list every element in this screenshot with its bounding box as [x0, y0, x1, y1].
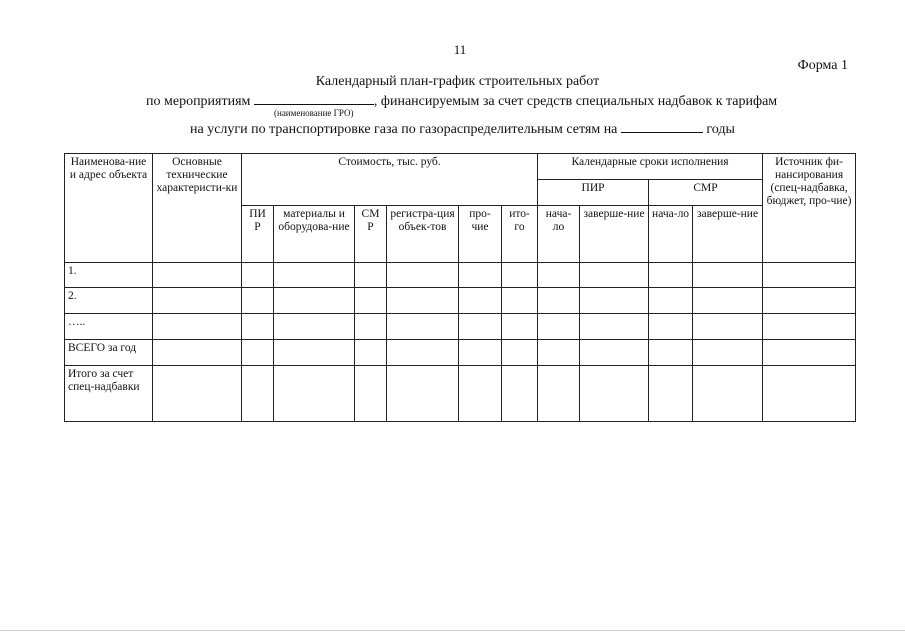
line3-suffix: годы [706, 122, 735, 137]
table-cell[interactable] [763, 263, 856, 288]
header-pir-group: ПИР [538, 180, 649, 206]
table-cell[interactable] [242, 340, 274, 366]
table-cell[interactable] [502, 263, 538, 288]
header-funding-source: Источник фи-нансирования (спец-надбавка, бюджет, про-чие) [763, 154, 856, 263]
header-smr-end: заверше-ние [693, 206, 763, 263]
scan-edge-line [0, 630, 905, 631]
table-cell[interactable] [355, 366, 387, 422]
header-registration: регистра-ция объек-тов [387, 206, 459, 263]
table-cell[interactable] [649, 340, 693, 366]
table-cell[interactable] [502, 288, 538, 314]
table-cell[interactable] [153, 288, 242, 314]
table-cell[interactable] [580, 314, 649, 340]
header-cost: Стоимость, тыс. руб. [242, 154, 538, 206]
table-cell[interactable] [153, 366, 242, 422]
table-cell[interactable] [580, 340, 649, 366]
table-cell[interactable] [763, 314, 856, 340]
table-cell[interactable] [153, 314, 242, 340]
header-materials: материалы и оборудова-ние [274, 206, 355, 263]
table-cell[interactable] [763, 288, 856, 314]
table-cell[interactable] [459, 263, 502, 288]
subtitle-line-2 [146, 92, 777, 110]
line3-prefix: на услуги по транспортировке газа по газораспределительным сетям на [190, 122, 618, 137]
table-cell[interactable] [242, 366, 274, 422]
table-cell[interactable] [153, 340, 242, 366]
table-row [65, 340, 856, 366]
row-label: ВСЕГО за год [65, 340, 153, 366]
header-schedule: Календарные сроки исполнения [538, 154, 763, 180]
subtitle-line-3 [190, 120, 735, 138]
table-cell[interactable] [153, 263, 242, 288]
table-row [65, 314, 856, 340]
form-label: Форма 1 [797, 58, 848, 73]
header-other: про-чие [459, 206, 502, 263]
table-cell[interactable] [387, 314, 459, 340]
table-cell[interactable] [355, 340, 387, 366]
table-cell[interactable] [763, 366, 856, 422]
gro-name-note: (наименование ГРО) [274, 108, 354, 118]
table-cell[interactable] [274, 263, 355, 288]
table-cell[interactable] [693, 288, 763, 314]
table-cell[interactable] [693, 366, 763, 422]
table-row [65, 366, 856, 422]
table-cell[interactable] [242, 263, 274, 288]
table-cell[interactable] [649, 288, 693, 314]
table-cell[interactable] [459, 314, 502, 340]
header-smr: СМ Р [355, 206, 387, 263]
table-cell[interactable] [355, 288, 387, 314]
page-number: 11 [453, 42, 467, 57]
header-total: ито-го [502, 206, 538, 263]
header-tech-characteristics: Основные технические характеристи-ки [153, 154, 242, 263]
table-cell[interactable] [538, 366, 580, 422]
table-cell[interactable] [502, 366, 538, 422]
table-row [65, 288, 856, 314]
table-cell[interactable] [693, 340, 763, 366]
table-row [65, 263, 856, 288]
table-cell[interactable] [387, 263, 459, 288]
table-cell[interactable] [459, 288, 502, 314]
line2-prefix: по мероприятиям [146, 94, 251, 109]
table-cell[interactable] [763, 340, 856, 366]
table-cell[interactable] [538, 288, 580, 314]
table-cell[interactable] [538, 263, 580, 288]
table-cell[interactable] [538, 314, 580, 340]
row-label: 1. [65, 263, 153, 288]
schedule-table [64, 153, 856, 422]
table-cell[interactable] [274, 366, 355, 422]
table-cell[interactable] [502, 314, 538, 340]
table-cell[interactable] [580, 288, 649, 314]
table-cell[interactable] [649, 263, 693, 288]
table-cell[interactable] [387, 288, 459, 314]
table-cell[interactable] [459, 340, 502, 366]
table-cell[interactable] [242, 288, 274, 314]
header-smr-group: СМР [649, 180, 763, 206]
table-cell[interactable] [387, 340, 459, 366]
table-cell[interactable] [693, 314, 763, 340]
row-label: 2. [65, 288, 153, 314]
row-label: ….. [65, 314, 153, 340]
document-title: Календарный план-график строительных работ [315, 74, 600, 89]
table-cell[interactable] [274, 288, 355, 314]
table-cell[interactable] [387, 366, 459, 422]
table-cell[interactable] [538, 340, 580, 366]
table-cell[interactable] [274, 340, 355, 366]
table-cell[interactable] [355, 314, 387, 340]
header-pir-start: нача-ло [538, 206, 580, 263]
table-cell[interactable] [649, 314, 693, 340]
table-cell[interactable] [459, 366, 502, 422]
table-cell[interactable] [580, 366, 649, 422]
table-cell[interactable] [355, 263, 387, 288]
table-cell[interactable] [242, 314, 274, 340]
table-cell[interactable] [502, 340, 538, 366]
header-pir: ПИ Р [242, 206, 274, 263]
table-cell[interactable] [649, 366, 693, 422]
row-label: Итого за счет спец-надбавки [65, 366, 153, 422]
table-cell[interactable] [274, 314, 355, 340]
line2-suffix: , финансируемым за счет средств специальных надбавок к тарифам [373, 94, 778, 109]
header-name-address: Наименова-ние и адрес объекта [65, 154, 153, 263]
table-cell[interactable] [580, 263, 649, 288]
table-cell[interactable] [693, 263, 763, 288]
header-smr-start: нача-ло [649, 206, 693, 263]
gro-name-blank[interactable] [254, 92, 374, 105]
header-pir-end: заверше-ние [580, 206, 649, 263]
years-blank[interactable] [621, 120, 703, 133]
